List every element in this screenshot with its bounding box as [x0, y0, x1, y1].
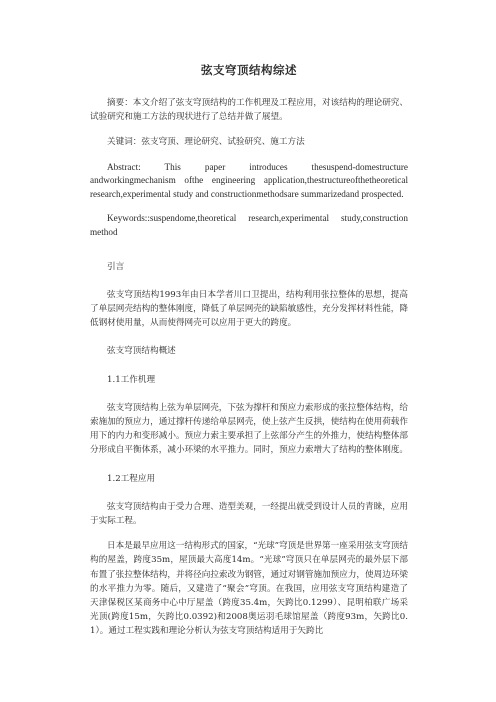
document-title: 弦支穹顶结构综述	[201, 63, 297, 77]
abstract-cn: 摘要：本文介绍了弦支穹顶结构的工作机理及工程应用，对该结构的理论研究、试验研究和施工方法的现状进行了总结并做了展望。	[90, 98, 408, 123]
document-page	[90, 62, 408, 639]
section-heading-overview: 弦支穹顶结构概述	[107, 346, 176, 357]
subsection-heading-1-2: 1.2工程应用	[107, 473, 156, 484]
abstract-en: Abstract: This paper introduces thesuspend-domestructure andworkingmechanism ofthe engineering application,thestructureofthetheoretical research,experimental study and constructionmethodsare summarizedand prospected.	[90, 161, 408, 199]
paragraph-1-1: 弦支穹顶结构上弦为单层网壳，下弦为撑杆和预应力索形成的张拉整体结构，给索施加的预应力，通过撑杆传递给单层网壳，使上弦产生反拱，使结构在使用荷载作用下的内力和变形减小。预应力索主要承担了上弦部分产生的外推力，使结构整体部分形成自平衡体系，减小环梁的水平推力。同时，预应力索增大了结构的整体刚度。	[90, 402, 408, 456]
keywords-cn: 关键词：弦支穹顶、理论研究、试验研究、施工方法	[107, 137, 305, 148]
paragraph-intro: 弦支穹顶结构1993年由日本学者川口卫提出，结构利用张拉整体的思想，提高了单层网壳结构的整体刚度，降低了单层网壳的缺陷敏感性，充分发挥材料性能，降低钢材使用量，从而使得网壳可以应用于更大的跨度。	[90, 289, 408, 329]
paragraph-1-2a: 弦支穹顶结构由于受力合理、造型美观，一经提出就受到设计人员的青睐，应用于实际工程。	[90, 501, 408, 527]
paragraph-1-2b: 日本是最早应用这一结构形式的国家，“光球”穹顶是世界第一座采用弦支穹顶结构的屋盖，跨度35m，屋顶最大高度14m。“光球”穹顶只在单层网壳的最外层下部布置了张拉整体结构，并将径向拉索改为钢管，通过对钢管施加预应力，使周边环梁的水平推力为零。随后，又建造了“聚会”穹顶。在我国，应用弦支穹顶结构建造了天津保税区某商务中心中厅屋盖（跨度35.4m，矢跨比0.1299）、昆明柏联广场采光顶(跨度15m，矢跨比0.0392)和2008奥运羽毛球馆屋盖（跨度93m，矢跨比0.1）。通过工程实践和理论分析认为弦支穹顶结构适用于矢跨比	[90, 541, 408, 637]
subsection-heading-1-1: 1.1工作机理	[107, 374, 156, 385]
keywords-en: Keywords::suspendome,theoretical research,experimental study,construction method	[90, 213, 408, 237]
section-heading-intro: 引言	[107, 261, 125, 272]
